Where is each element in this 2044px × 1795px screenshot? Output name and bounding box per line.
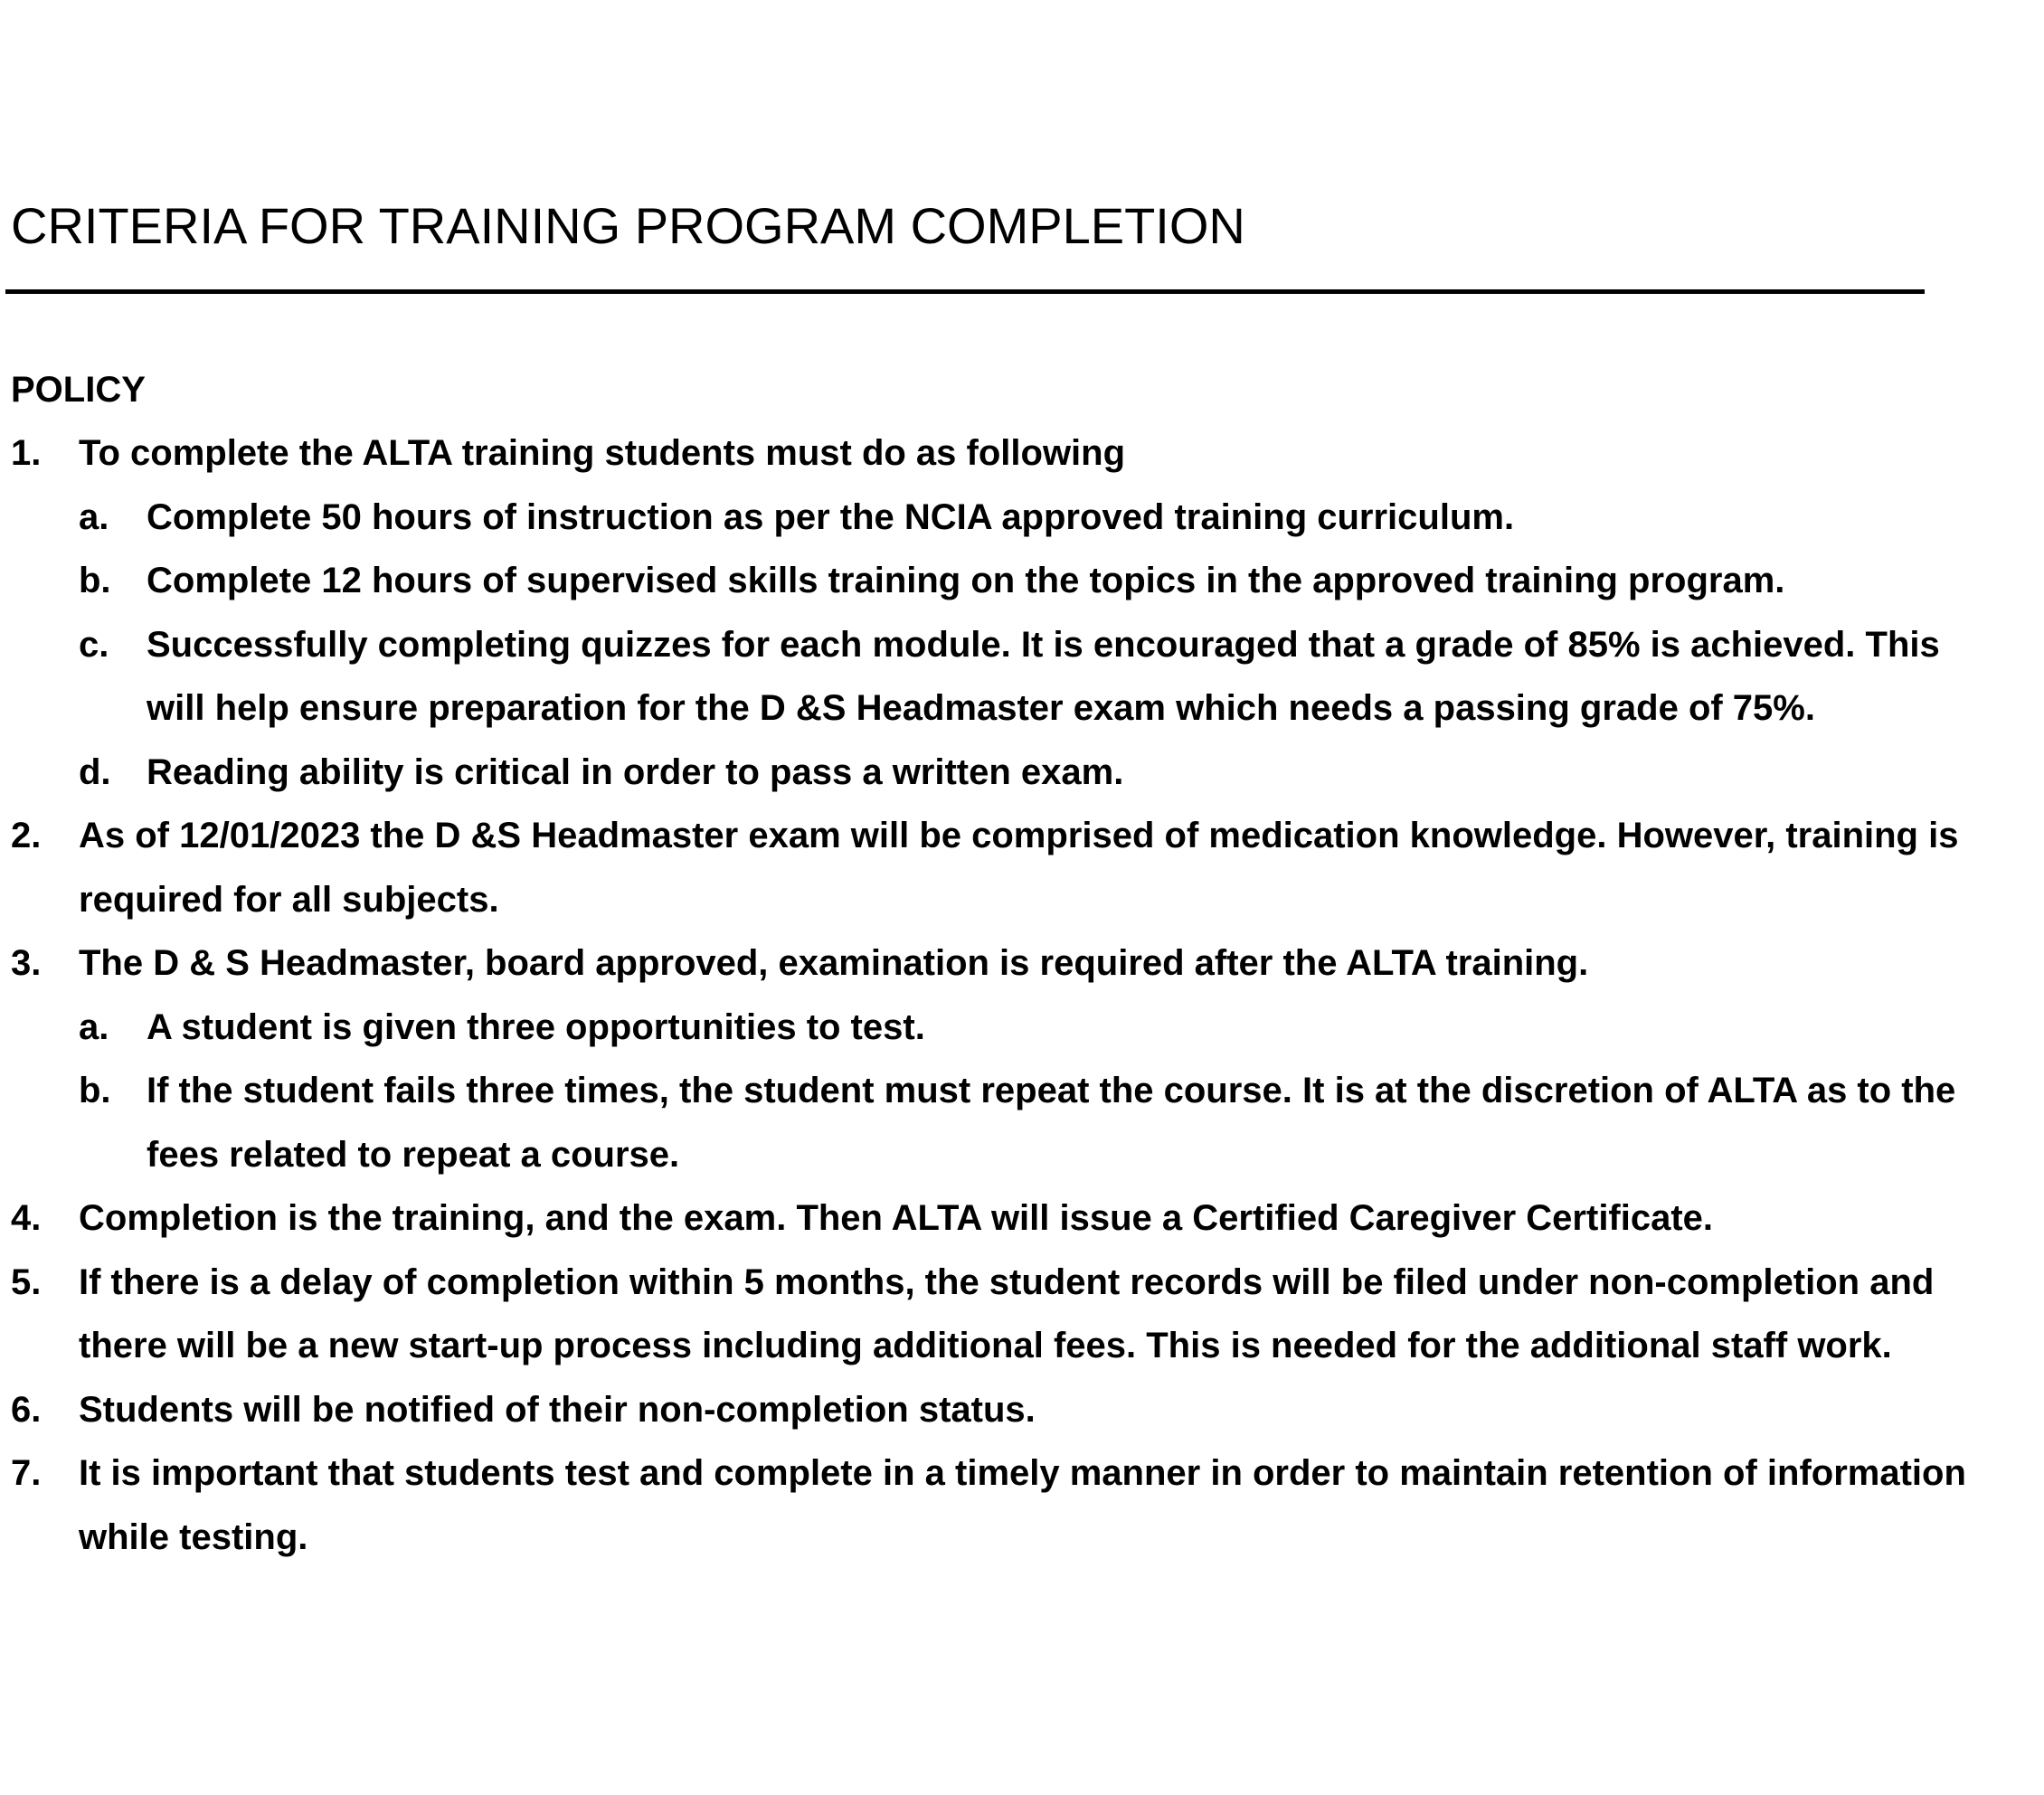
- item-text: As of 12/01/2023 the D &S Headmaster exam will be comprised of medication knowledge. However, training is required for all subjects.: [79, 816, 1959, 920]
- sub-item-text: If the student fails three times, the student must repeat the course. It is at the discretion of ALTA as to the fees related to repeat a course.: [147, 1071, 1956, 1175]
- item-text: Completion is the training, and the exam. Then ALTA will issue a Certified Caregiver Certificate.: [79, 1198, 1714, 1238]
- policy-item: [11, 1251, 1982, 1378]
- sub-item-marker: b.: [79, 561, 111, 600]
- page-title: CRITERIA FOR TRAINING PROGRAM COMPLETION: [11, 197, 1245, 254]
- title-underline: [5, 289, 1925, 294]
- sub-item-marker: a.: [79, 496, 109, 537]
- policy-section: [11, 358, 1982, 1569]
- item-marker: 1.: [11, 433, 42, 473]
- item-text: To complete the ALTA training students must do as following: [79, 433, 1126, 473]
- policy-item: [11, 1378, 1982, 1442]
- sub-item: [79, 549, 1982, 613]
- section-label: POLICY: [11, 370, 146, 410]
- item-text: If there is a delay of completion within 5 months, the student records will be filed under non-completion and there will be a new start-up process including additional fees. This is needed for the additional staff work.: [79, 1261, 1935, 1365]
- sub-item-text: Reading ability is critical in order to pass a written exam.: [147, 751, 1124, 792]
- item-text: The D & S Headmaster, board approved, examination is required after the ALTA training.: [79, 943, 1589, 983]
- sub-item-text: Complete 12 hours of supervised skills training on the topics in the approved training program.: [147, 561, 1785, 600]
- item-marker: 5.: [11, 1261, 42, 1302]
- item-text: Students will be notified of their non-completion status.: [79, 1389, 1036, 1430]
- item-marker: 3.: [11, 943, 42, 983]
- sub-item: [79, 996, 1982, 1060]
- sub-item-marker: b.: [79, 1071, 111, 1110]
- item-marker: 7.: [11, 1453, 42, 1493]
- sub-item: [79, 613, 1982, 741]
- sub-list: [79, 486, 1982, 805]
- item-marker: 2.: [11, 816, 42, 855]
- item-marker: 4.: [11, 1198, 42, 1238]
- item-text: It is important that students test and complete in a timely manner in order to maintain retention of information while testing.: [79, 1453, 1966, 1557]
- sub-item: [79, 741, 1982, 805]
- policy-item: [11, 421, 1982, 804]
- sub-item-text: Complete 50 hours of instruction as per the NCIA approved training curriculum.: [147, 496, 1515, 537]
- item-marker: 6.: [11, 1389, 42, 1430]
- sub-item-marker: a.: [79, 1006, 109, 1047]
- policy-item: [11, 804, 1982, 931]
- policy-item: [11, 1441, 1982, 1569]
- policy-item: [11, 1186, 1982, 1251]
- sub-item-text: A student is given three opportunities to test.: [147, 1006, 925, 1047]
- policy-item: [11, 931, 1982, 1186]
- sub-list: [79, 996, 1982, 1187]
- sub-item-marker: d.: [79, 751, 111, 792]
- sub-item-marker: c.: [79, 624, 109, 665]
- sub-item-text: Successfully completing quizzes for each module. It is encouraged that a grade of 85% is achieved. This will help ensure preparation for the D &S Headmaster exam which needs a passing grade of 75%.: [147, 624, 1940, 728]
- sub-item: [79, 486, 1982, 550]
- sub-item: [79, 1059, 1982, 1186]
